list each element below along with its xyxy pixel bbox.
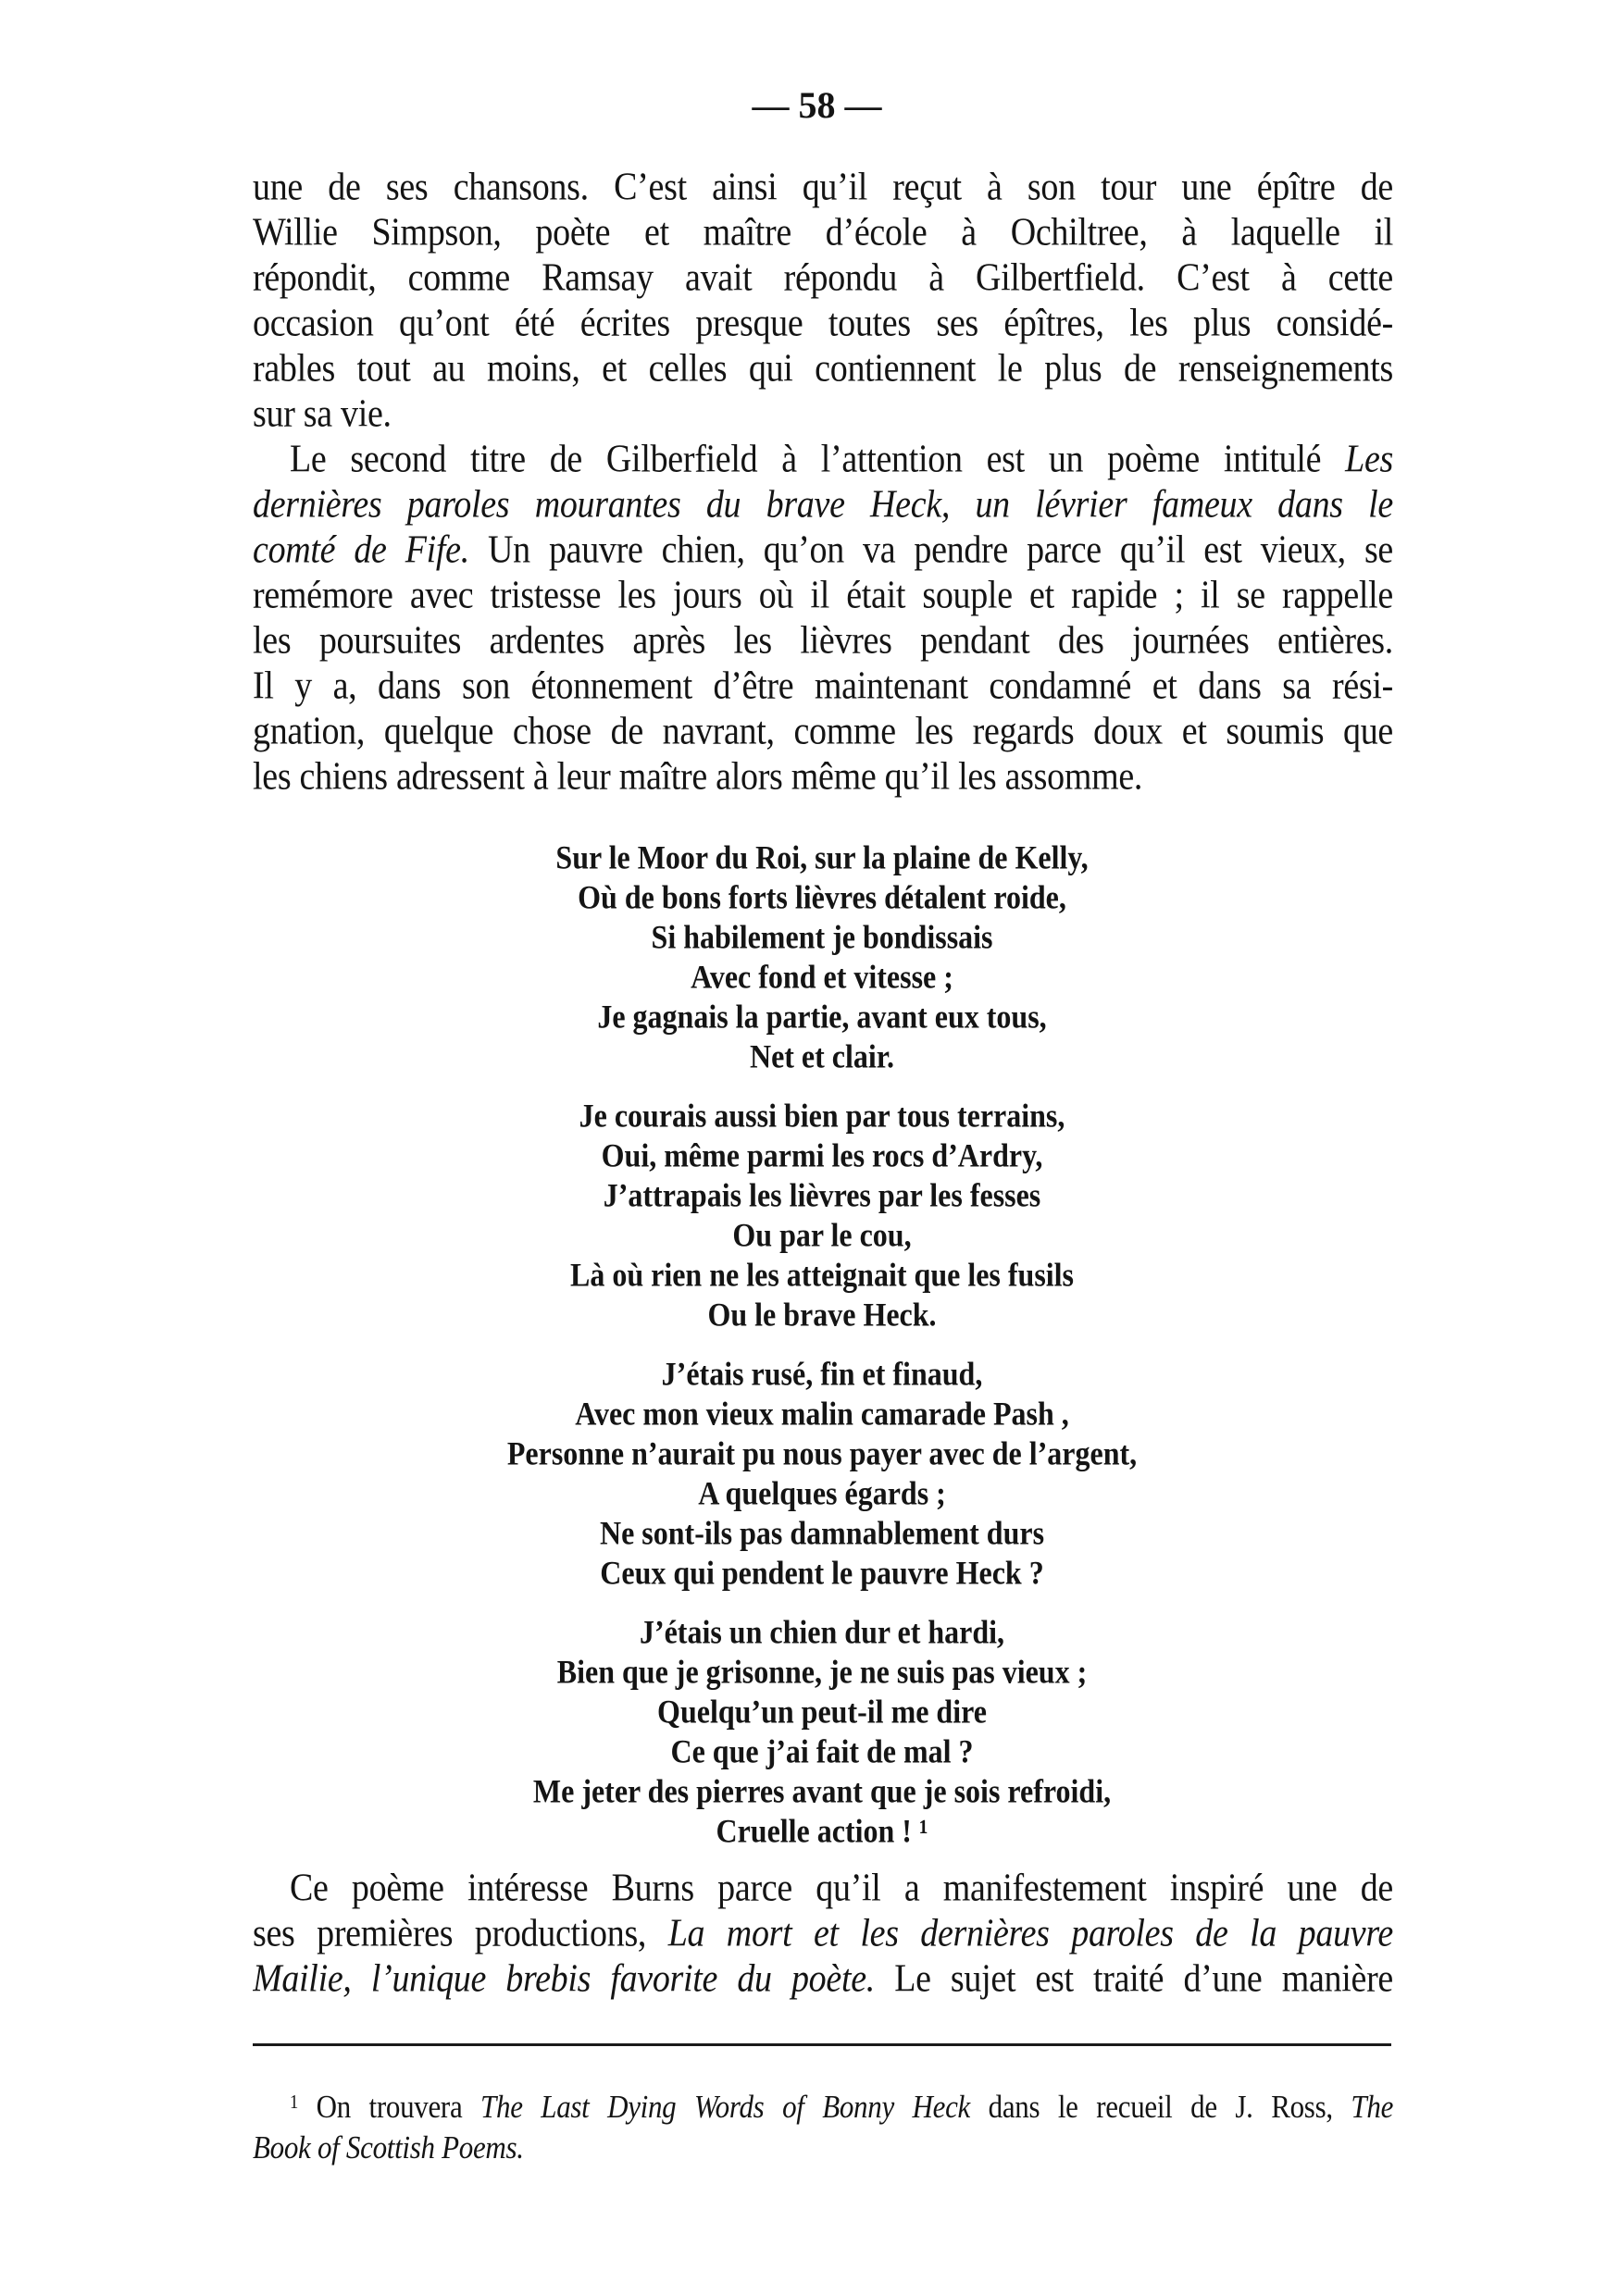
poem-line: Oui, même parmi les rocs d’Ardry,: [601, 1136, 1043, 1174]
text-line: [253, 2125, 1393, 2170]
poem-line: Ce que j’ai fait de mal ?: [670, 1731, 974, 1770]
italic-text: Mailie, l’unique brebis favorite du poète.: [253, 1956, 875, 2001]
poem-line: Je gagnais la partie, avant eux tous,: [597, 997, 1047, 1036]
italic-text: La mort et les dernières paroles de la pauvre: [667, 1911, 1393, 1955]
text-line: [253, 751, 1393, 802]
poem-line: Sur le Moor du Roi, sur la plaine de Kelly,: [555, 838, 1089, 876]
text-segment: Un pauvre chien, qu’on va pendre parce qu’il est vieux, se: [468, 527, 1393, 572]
text-segment: rables tout au moins, et celles qui contiennent le plus de renseignements: [253, 346, 1393, 391]
poem-line: Cruelle action ! ¹: [716, 1811, 928, 1850]
footnote-marker: 1: [290, 2091, 298, 2114]
text-line: [253, 207, 1393, 258]
text-line: [253, 1908, 1393, 1959]
poem: [345, 838, 1299, 1870]
text-segment: répondit, comme Ramsay avait répondu à Gilbertfield. C’est à cette: [253, 255, 1393, 300]
text-line: [253, 1954, 1393, 2004]
poem-line: J’étais rusé, fin et finaud,: [661, 1354, 983, 1393]
text-segment: les chiens adressent à leur maître alors même qu’il les assomme.: [253, 754, 1143, 799]
text-segment: sur sa vie.: [253, 391, 392, 436]
paragraph: [253, 165, 1393, 437]
text-line: [253, 1863, 1393, 1914]
poem-stanza: [345, 838, 1299, 1076]
poem-line: Avec mon vieux malin camarade Pash ,: [575, 1394, 1069, 1433]
poem-line: Me jeter des pierres avant que je sois refroidi,: [532, 1771, 1112, 1810]
poem-line: J’attrapais les lièvres par les fesses: [603, 1175, 1041, 1214]
text-segment: les poursuites ardentes après les lièvres pendant des journées entières.: [253, 618, 1393, 663]
footnote: [253, 2087, 1393, 2168]
text-segment: Le sujet est traité d’une manière: [874, 1956, 1393, 2001]
poem-line: Où de bons forts lièvres détalent roide,: [578, 877, 1066, 916]
poem-line: Quelqu’un peut-il me dire: [657, 1692, 987, 1731]
poem-line: Si habilement je bondissais: [651, 917, 993, 956]
poem-line: Ceux qui pendent le pauvre Heck ?: [600, 1553, 1044, 1592]
poem-stanza: [345, 1354, 1299, 1593]
paragraph: [253, 1866, 1393, 2002]
text-segment: Le second titre de Gilberfield à l’attention est un poème intitulé: [290, 437, 1346, 481]
body-text: [253, 165, 1393, 800]
paragraph: [253, 437, 1393, 800]
poem-line: Net et clair.: [749, 1036, 895, 1075]
text-segment: On trouvera: [298, 2088, 481, 2126]
italic-text: The Last Dying Words of Bonny Heck: [480, 2088, 970, 2126]
poem-stanza: [345, 1612, 1299, 1851]
text-line: [253, 706, 1393, 757]
text-line: [253, 570, 1393, 621]
text-line: [253, 434, 1393, 485]
poem-line: Je courais aussi bien par tous terrains,: [579, 1096, 1065, 1135]
poem-line: Ne sont-ils pas damnablement durs: [599, 1513, 1045, 1552]
text-line: [253, 298, 1393, 349]
poem-stanza: [345, 1096, 1299, 1334]
text-segment: dans le recueil de J. Ross,: [970, 2088, 1351, 2126]
text-segment: ses premières productions,: [253, 1911, 668, 1955]
page-number: — 58 —: [752, 84, 882, 126]
text-segment: occasion qu’ont été écrites presque toutes ses épîtres, les plus considé-: [253, 301, 1393, 345]
footnote-divider: [253, 2043, 1391, 2046]
text-segment: une de ses chansons. C’est ainsi qu’il reçut à son tour une épître de: [253, 165, 1393, 209]
italic-text: Les: [1345, 437, 1393, 481]
text-segment: Willie Simpson, poète et maître d’école à Ochiltree, à laquelle il: [253, 210, 1393, 254]
italic-text: dernières paroles mourantes du brave Heck, un lévrier fameux dans le: [253, 482, 1393, 527]
text-segment: Ce poème intéresse Burns parce qu’il a manifestement inspiré une de: [290, 1866, 1393, 1910]
poem-line: Bien que je grisonne, je ne suis pas vieux ;: [556, 1652, 1088, 1691]
poem-line: Là où rien ne les atteignait que les fusils: [569, 1255, 1074, 1294]
poem-line: Ou par le cou,: [732, 1215, 912, 1254]
text-segment: gnation, quelque chose de navrant, comme les regards doux et soumis que: [253, 709, 1393, 753]
text-line: [253, 661, 1393, 712]
text-segment: remémore avec tristesse les jours où il était souple et rapide ; il se rappelle: [253, 573, 1393, 617]
text-segment: Il y a, dans son étonnement d’être maintenant condamné et dans sa rési-: [253, 664, 1393, 708]
poem-line: Personne n’aurait pu nous payer avec de l’argent,: [506, 1433, 1138, 1472]
text-line: [253, 389, 1393, 440]
poem-line: J’étais un chien dur et hardi,: [639, 1612, 1005, 1651]
text-line: [253, 525, 1393, 576]
poem-line: Ou le brave Heck.: [707, 1295, 937, 1334]
poem-line: A quelques égards ;: [698, 1473, 946, 1512]
text-line: [253, 2084, 1393, 2129]
text-line: [253, 162, 1393, 213]
text-line: [253, 253, 1393, 304]
text-line: [253, 615, 1393, 666]
text-line: [253, 343, 1393, 394]
italic-text: comté de Fife.: [253, 527, 469, 572]
italic-text: Book of Scottish Poems.: [253, 2128, 524, 2166]
italic-text: The: [1351, 2088, 1393, 2126]
text-line: [253, 479, 1393, 530]
poem-line: Avec fond et vitesse ;: [691, 957, 953, 996]
